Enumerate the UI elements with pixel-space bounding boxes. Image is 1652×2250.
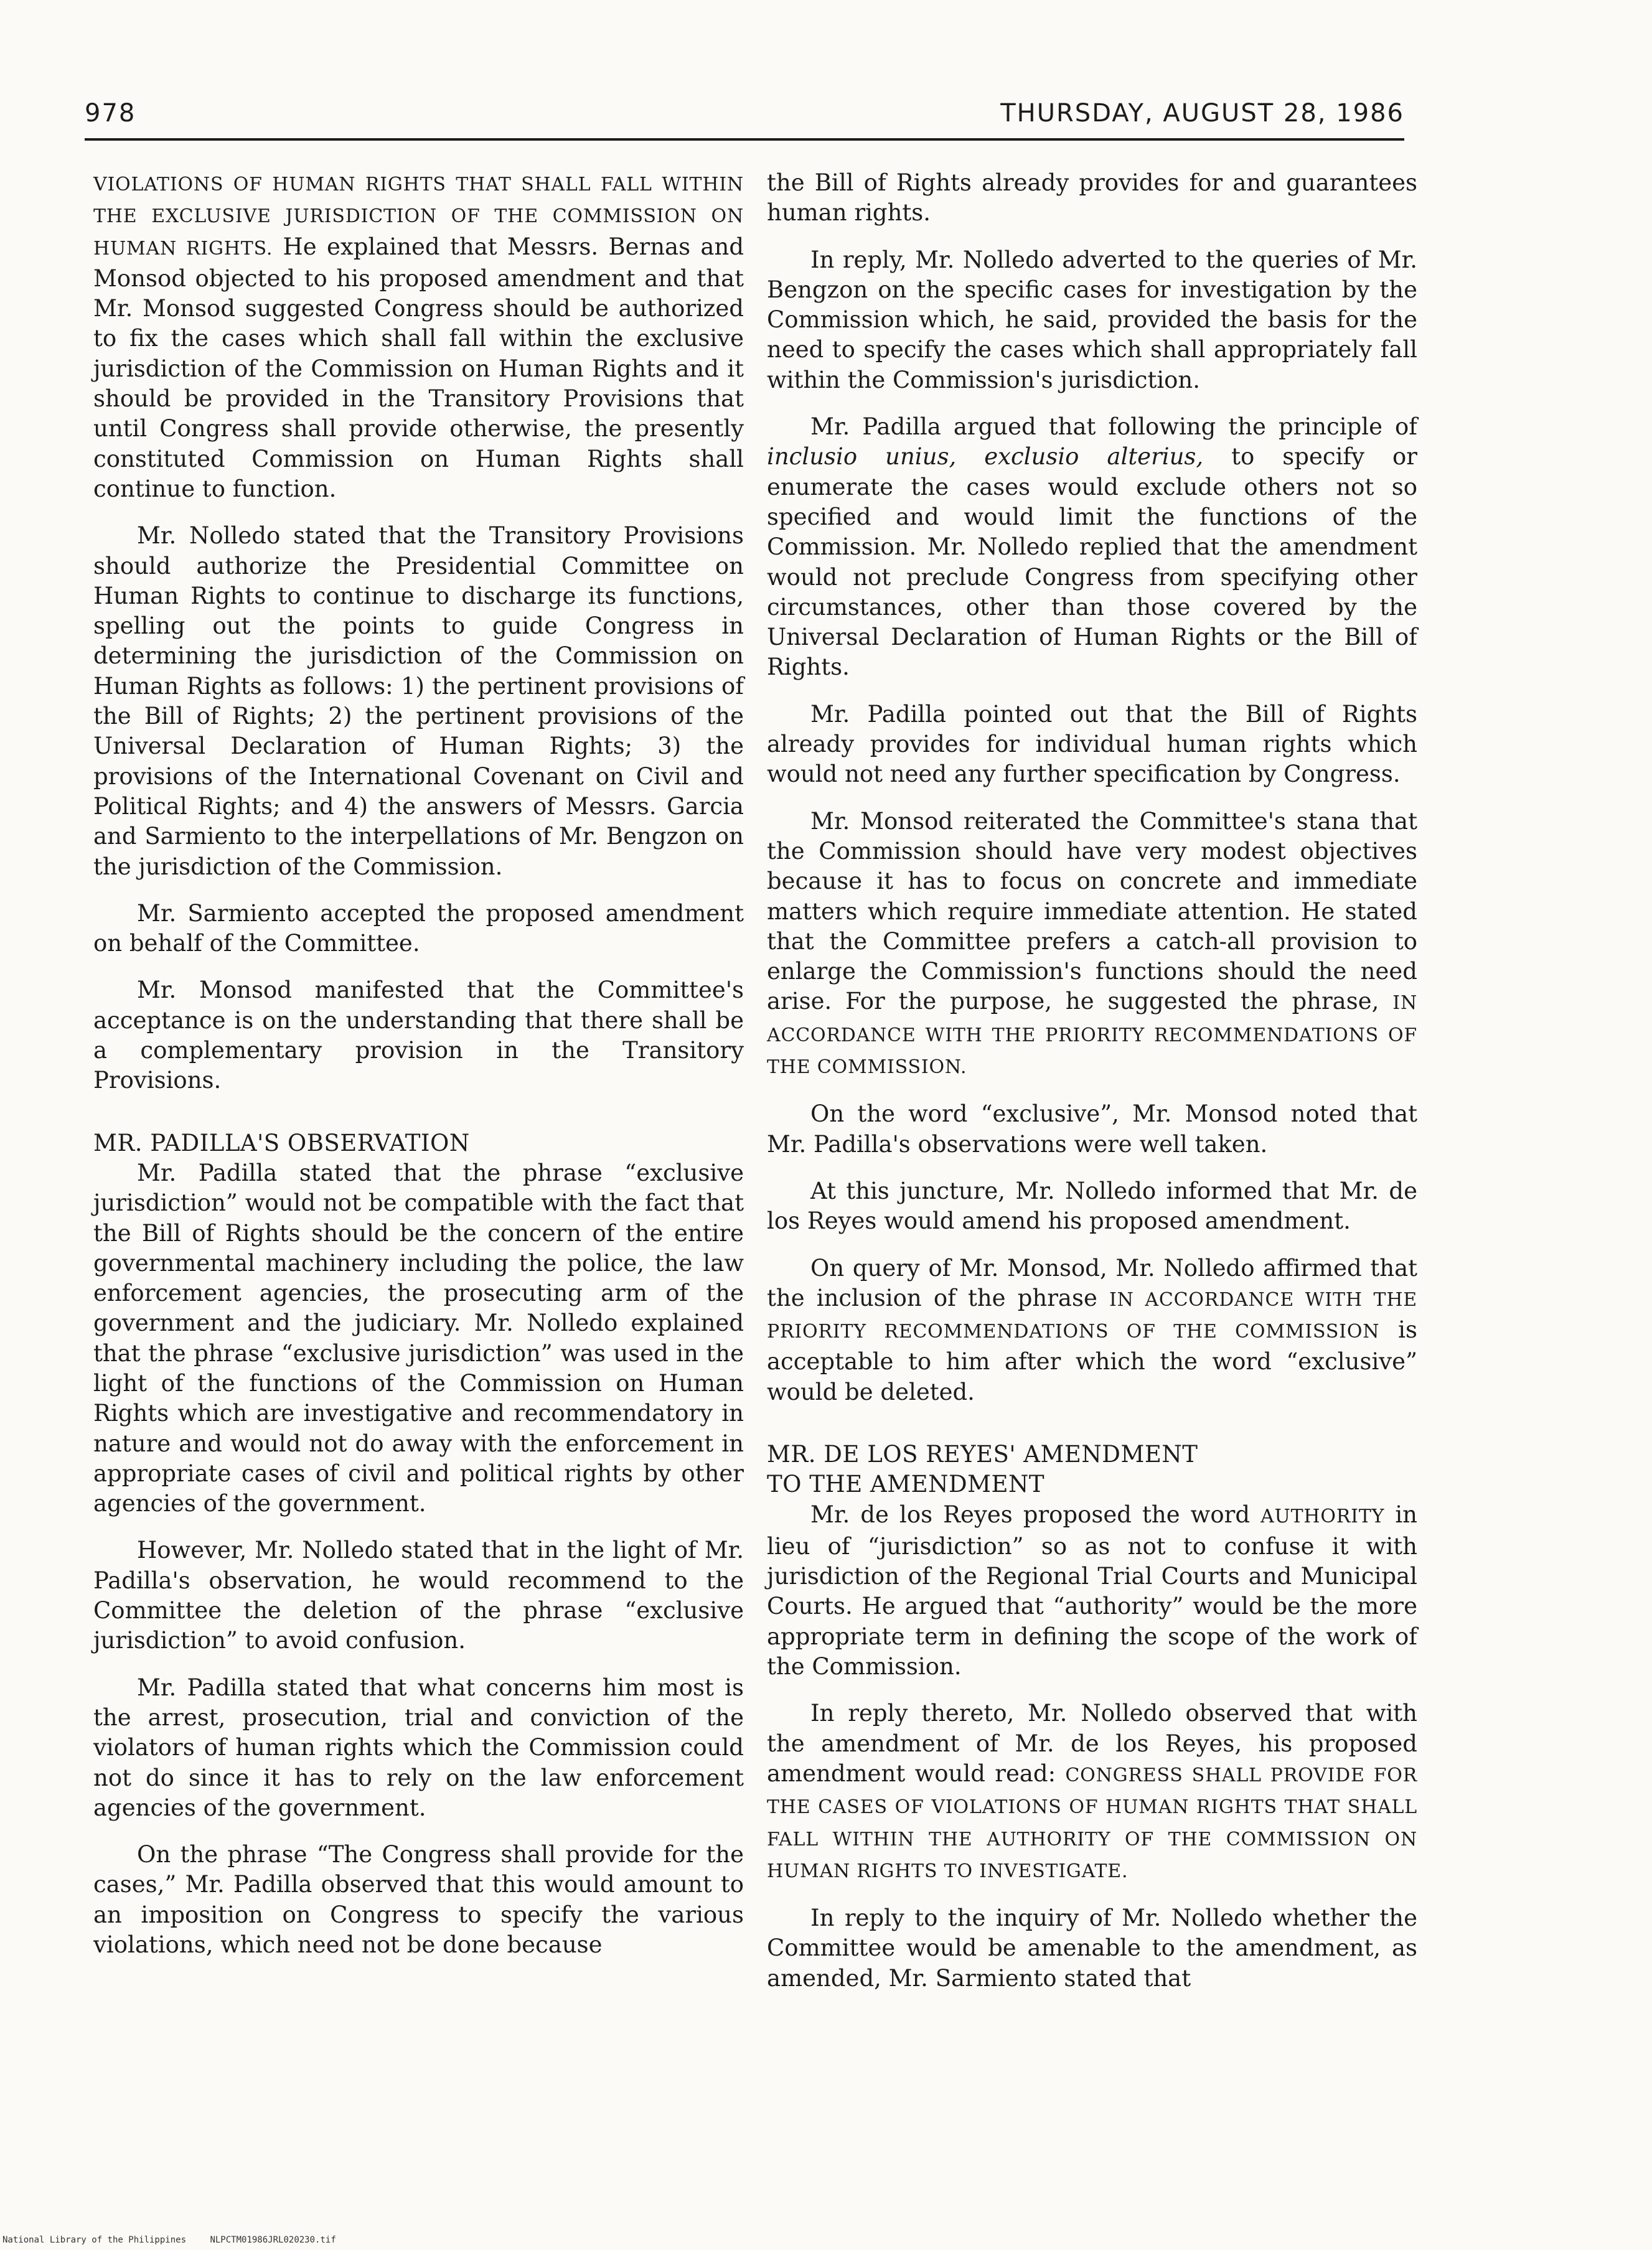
- library-stamp: National Library of the Philippines: [2, 2235, 187, 2245]
- paragraph: the Bill of Rights already provides for and guarantees human rights.: [767, 169, 1417, 227]
- paragraph: [93, 168, 744, 504]
- paragraph-text: He explained that Messrs. Bernas and Monsod objected to his proposed amendment and that Mr. Monsod suggested Congress should be authorized to fix the cases which shall fall within the exclusive jurisdiction of the Commission on Human Rights and it should be provided in the Transitory Provisions that until Congress shall provide otherwise, the presently constituted Commission on Human Rights shall continue to function.: [93, 233, 744, 502]
- paragraph: Mr. Monsod manifested that the Committee's acceptance is on the understanding that there shall be a complementary provision in the Transitory Provisions.: [93, 977, 744, 1094]
- paragraph-text: is acceptable to him after which the word “exclusive” would be deleted.: [767, 1316, 1417, 1405]
- left-column: [93, 168, 744, 1977]
- latin-maxim: inclusio unius, exclusio alterius,: [767, 443, 1204, 471]
- small-caps-amendment: CONGRESS SHALL PROVIDE FOR THE CASES OF VIOLATIONS OF HUMAN RIGHTS THAT SHALL FALL WITHIN THE AUTHORITY OF THE COMMISSION ON HUMAN RIGHTS TO INVESTIGATE.: [767, 1764, 1417, 1882]
- small-caps-amendment: VIOLATIONS OF HUMAN RIGHTS THAT SHALL FALL WITHIN THE EXCLUSIVE JURISDICTION OF THE COMMISSION ON HUMAN RIGHTS.: [93, 174, 744, 260]
- scan-footer: [2, 2235, 355, 2245]
- paragraph-text: to specify or enumerate the cases would exclude others not so specified and would limit the functions of the Commission. Mr. Nolledo replied that the amendment would not preclude Congress from specifying other circumstances, other than those covered by the Universal Declaration of Human Rights or the Bill of Rights.: [767, 443, 1417, 681]
- paragraph: However, Mr. Nolledo stated that in the light of Mr. Padilla's observation, he would recommend to the Committee the deletion of the phrase “exclusive jurisdiction” to avoid confusion.: [93, 1537, 744, 1654]
- paragraph-text: On query of Mr. Monsod, Mr. Nolledo affirmed that the inclusion of the phrase: [767, 1254, 1417, 1311]
- section-heading: [767, 1440, 1417, 1500]
- paragraph: Mr. Nolledo stated that the Transitory Provisions should authorize the Presidential Committee on Human Rights to continue to discharge its functions, spelling out the points to guide Congress in determining the jurisdiction of the Commission on Human Rights as follows: 1) the pertinent provisions of the Bill of Rights; 2) the pertinent provisions of the Universal Declaration of Human Rights; 3) the provisions of the International Covenant on Civil and Political Rights; and 4) the answers of Messrs. Garcia and Sarmiento to the interpellations of Mr. Bengzon on the jurisdiction of the Commission.: [93, 522, 744, 880]
- small-caps-word: AUTHORITY: [1260, 1505, 1385, 1527]
- paragraph: Mr. Sarmiento accepted the proposed amendment on behalf of the Committee.: [93, 899, 744, 957]
- paragraph: [767, 412, 1417, 683]
- paragraph: [767, 1254, 1417, 1407]
- paragraph: [767, 1699, 1417, 1887]
- file-stamp: NLPCTM01986JRL020230.tif: [210, 2235, 336, 2245]
- paragraph-text: in lieu of “jurisdiction” so as not to confuse it with jurisdiction of the Regional Trial Courts and Municipal Courts. He argued that “authority” would be the more appropriate term in defining the scope of the work of the Commission.: [767, 1501, 1417, 1680]
- paragraph: Mr. Padilla pointed out that the Bill of Rights already provides for individual human rights which would not need any further specification by Congress.: [767, 700, 1417, 788]
- page-date: THURSDAY, AUGUST 28, 1986: [1000, 99, 1404, 128]
- paragraph: [767, 1500, 1417, 1682]
- paragraph-text: In reply thereto, Mr. Nolledo observed that with the amendment of Mr. de los Reyes, his proposed amendment would read:: [767, 1700, 1417, 1787]
- small-caps-phrase: IN ACCORDANCE WITH THE PRIORITY RECOMMENDATIONS OF THE COMMISSION: [767, 1288, 1417, 1343]
- paragraph-text: Mr. de los Reyes proposed the word: [810, 1501, 1261, 1528]
- paragraph-text: Mr. Monsod reiterated the Committee's stanа that the Commission should have very modest objectives because it has to focus on concrete and immediate matters which require immediate attention. He stated that the Committee prefers a catch-all provision to enlarge the Commission's functions should the need arise. For the purpose, he suggested the phrase,: [767, 807, 1417, 1015]
- paragraph: At this juncture, Mr. Nolledo informed that Mr. de los Reyes would amend his proposed amendment.: [767, 1177, 1417, 1235]
- right-column: [767, 168, 1417, 2010]
- paragraph: [767, 807, 1417, 1083]
- header-rule: [85, 138, 1404, 141]
- section-heading: MR. PADILLA'S OBSERVATION: [93, 1129, 470, 1156]
- paragraph: On the word “exclusive”, Mr. Monsod noted that Mr. Padilla's observations were well taken.: [767, 1100, 1417, 1158]
- paragraph: In reply to the inquiry of Mr. Nolledo whether the Committee would be amenable to the amendment, as amended, Mr. Sarmiento stated that: [767, 1905, 1417, 1992]
- paragraph: Mr. Padilla stated that what concerns him most is the arrest, prosecution, trial and conviction of the violators of human rights which the Commission could not do since it has to rely on the law enforcement agencies of the government.: [93, 1674, 744, 1821]
- paragraph-text: Mr. Padilla argued that following the principle of: [810, 413, 1417, 441]
- page-number: 978: [85, 99, 136, 128]
- paragraph: In reply, Mr. Nolledo adverted to the queries of Mr. Bengzon on the specific cases for investigation by the Commission which, he said, provided the basis for the need to specify the cases which shall appropriately fall within the Commission's jurisdiction.: [767, 246, 1417, 393]
- small-caps-phrase: IN ACCORDANCE WITH THE PRIORITY RECOMMENDATIONS OF THE COMMISSION.: [767, 992, 1417, 1079]
- section-heading-line: MR. DE LOS REYES' AMENDMENT: [767, 1440, 1198, 1468]
- paragraph: Mr. Padilla stated that the phrase “exclusive jurisdiction” would not be compatible with the fact that the Bill of Rights should be the concern of the entire governmental machinery including the police, the law enforcement agencies, the prosecuting arm of the government and the judiciary. Mr. Nolledo explained that the phrase “exclusive jurisdiction” was used in the light of the functions of the Commission on Human Rights which are investigative and recommendatory in nature and would not do away with the enforcement in appropriate cases of civil and political rights by other agencies of the government.: [93, 1159, 744, 1517]
- paragraph: On the phrase “The Congress shall provide for the cases,” Mr. Padilla observed that this would amount to an imposition on Congress to specify the various violations, which need not be done because: [93, 1841, 744, 1959]
- section-heading-line: TO THE AMENDMENT: [767, 1471, 1045, 1498]
